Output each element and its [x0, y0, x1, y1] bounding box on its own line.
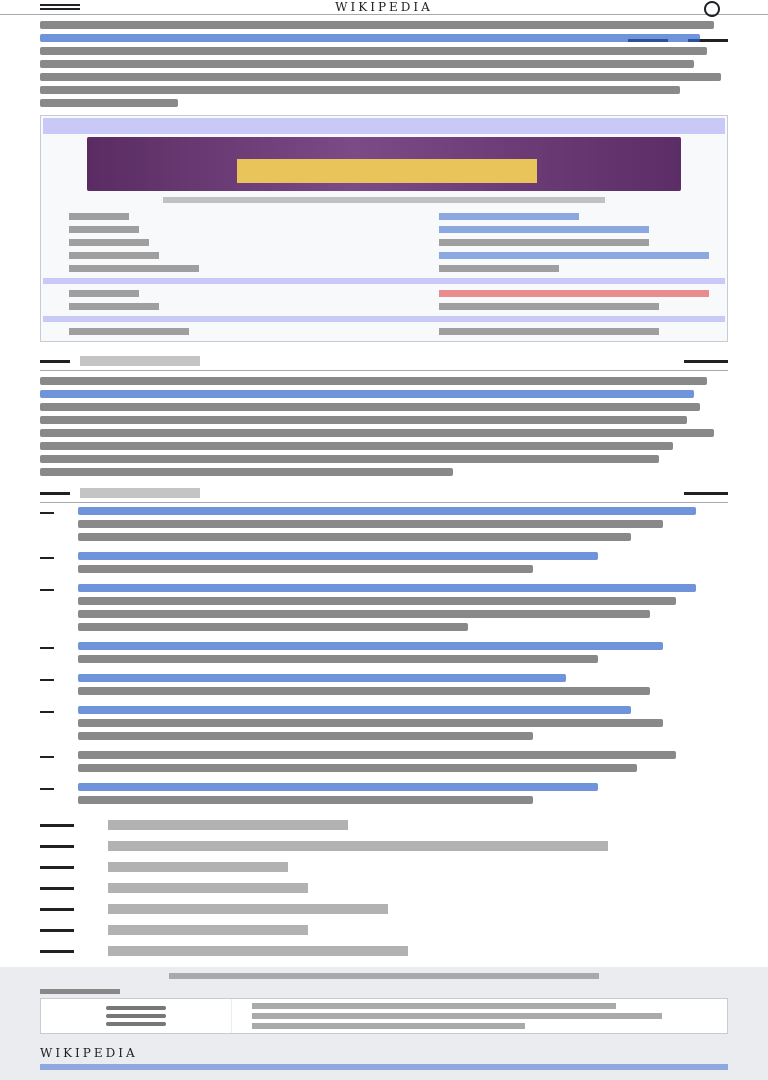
collapsed-section[interactable] — [40, 817, 728, 833]
collapsed-sections — [40, 817, 728, 959]
list-item — [40, 706, 728, 745]
collapsed-section[interactable] — [40, 922, 728, 938]
list-item — [40, 751, 728, 777]
list-item — [40, 584, 728, 636]
infobox-row — [43, 250, 725, 261]
infobox-row — [43, 288, 725, 299]
related-lines — [232, 999, 727, 1033]
poster-image[interactable] — [87, 137, 681, 191]
chevron-down-icon[interactable] — [40, 492, 70, 495]
collapsed-section[interactable] — [40, 838, 728, 854]
search-icon[interactable] — [704, 1, 720, 17]
cast-list — [40, 507, 728, 809]
license-text[interactable] — [40, 1064, 728, 1070]
chevron-down-icon[interactable] — [40, 887, 74, 890]
synopsis-paragraph — [40, 377, 728, 476]
edit-icon[interactable] — [684, 492, 728, 495]
chevron-down-icon[interactable] — [40, 845, 74, 848]
infobox — [40, 115, 728, 342]
chevron-down-icon[interactable] — [40, 824, 74, 827]
chevron-down-icon[interactable] — [40, 950, 74, 953]
top-bar — [0, 0, 768, 15]
list-item — [40, 642, 728, 668]
collapsed-section[interactable] — [40, 901, 728, 917]
main-content — [0, 21, 768, 1080]
last-edited-text — [169, 973, 599, 979]
footer-wordmark: WIKIPEDIA — [40, 1046, 138, 1060]
chevron-down-icon[interactable] — [40, 929, 74, 932]
chevron-down-icon[interactable] — [40, 908, 74, 911]
chevron-down-icon[interactable] — [40, 360, 70, 363]
wikipedia-wordmark[interactable]: WIKIPEDIA — [335, 0, 433, 14]
thumbnail — [41, 999, 232, 1033]
related-card[interactable] — [40, 998, 728, 1034]
related-articles — [0, 985, 768, 1042]
infobox-row — [43, 301, 725, 312]
infobox-caption — [163, 197, 605, 203]
menu-icon[interactable] — [40, 4, 80, 10]
edit-icon[interactable] — [684, 360, 728, 363]
collapsed-section[interactable] — [40, 943, 728, 959]
infobox-row — [43, 237, 725, 248]
intro-paragraph — [40, 21, 728, 107]
related-title — [40, 989, 120, 994]
chevron-down-icon[interactable] — [40, 866, 74, 869]
infobox-row — [43, 326, 725, 337]
section-heading-synopsis[interactable] — [40, 352, 728, 371]
list-item — [40, 552, 728, 578]
collapsed-section[interactable] — [40, 859, 728, 875]
infobox-row — [43, 211, 725, 222]
footer — [0, 1042, 768, 1080]
section-heading-cast[interactable] — [40, 484, 728, 503]
infobox-section-header — [43, 316, 725, 322]
list-item — [40, 674, 728, 700]
collapsed-section[interactable] — [40, 880, 728, 896]
infobox-row — [43, 263, 725, 274]
infobox-section-header — [43, 278, 725, 284]
infobox-row — [43, 224, 725, 235]
list-item — [40, 783, 728, 809]
list-item — [40, 507, 728, 546]
infobox-title — [43, 118, 725, 134]
last-edited-bar[interactable] — [0, 967, 768, 985]
